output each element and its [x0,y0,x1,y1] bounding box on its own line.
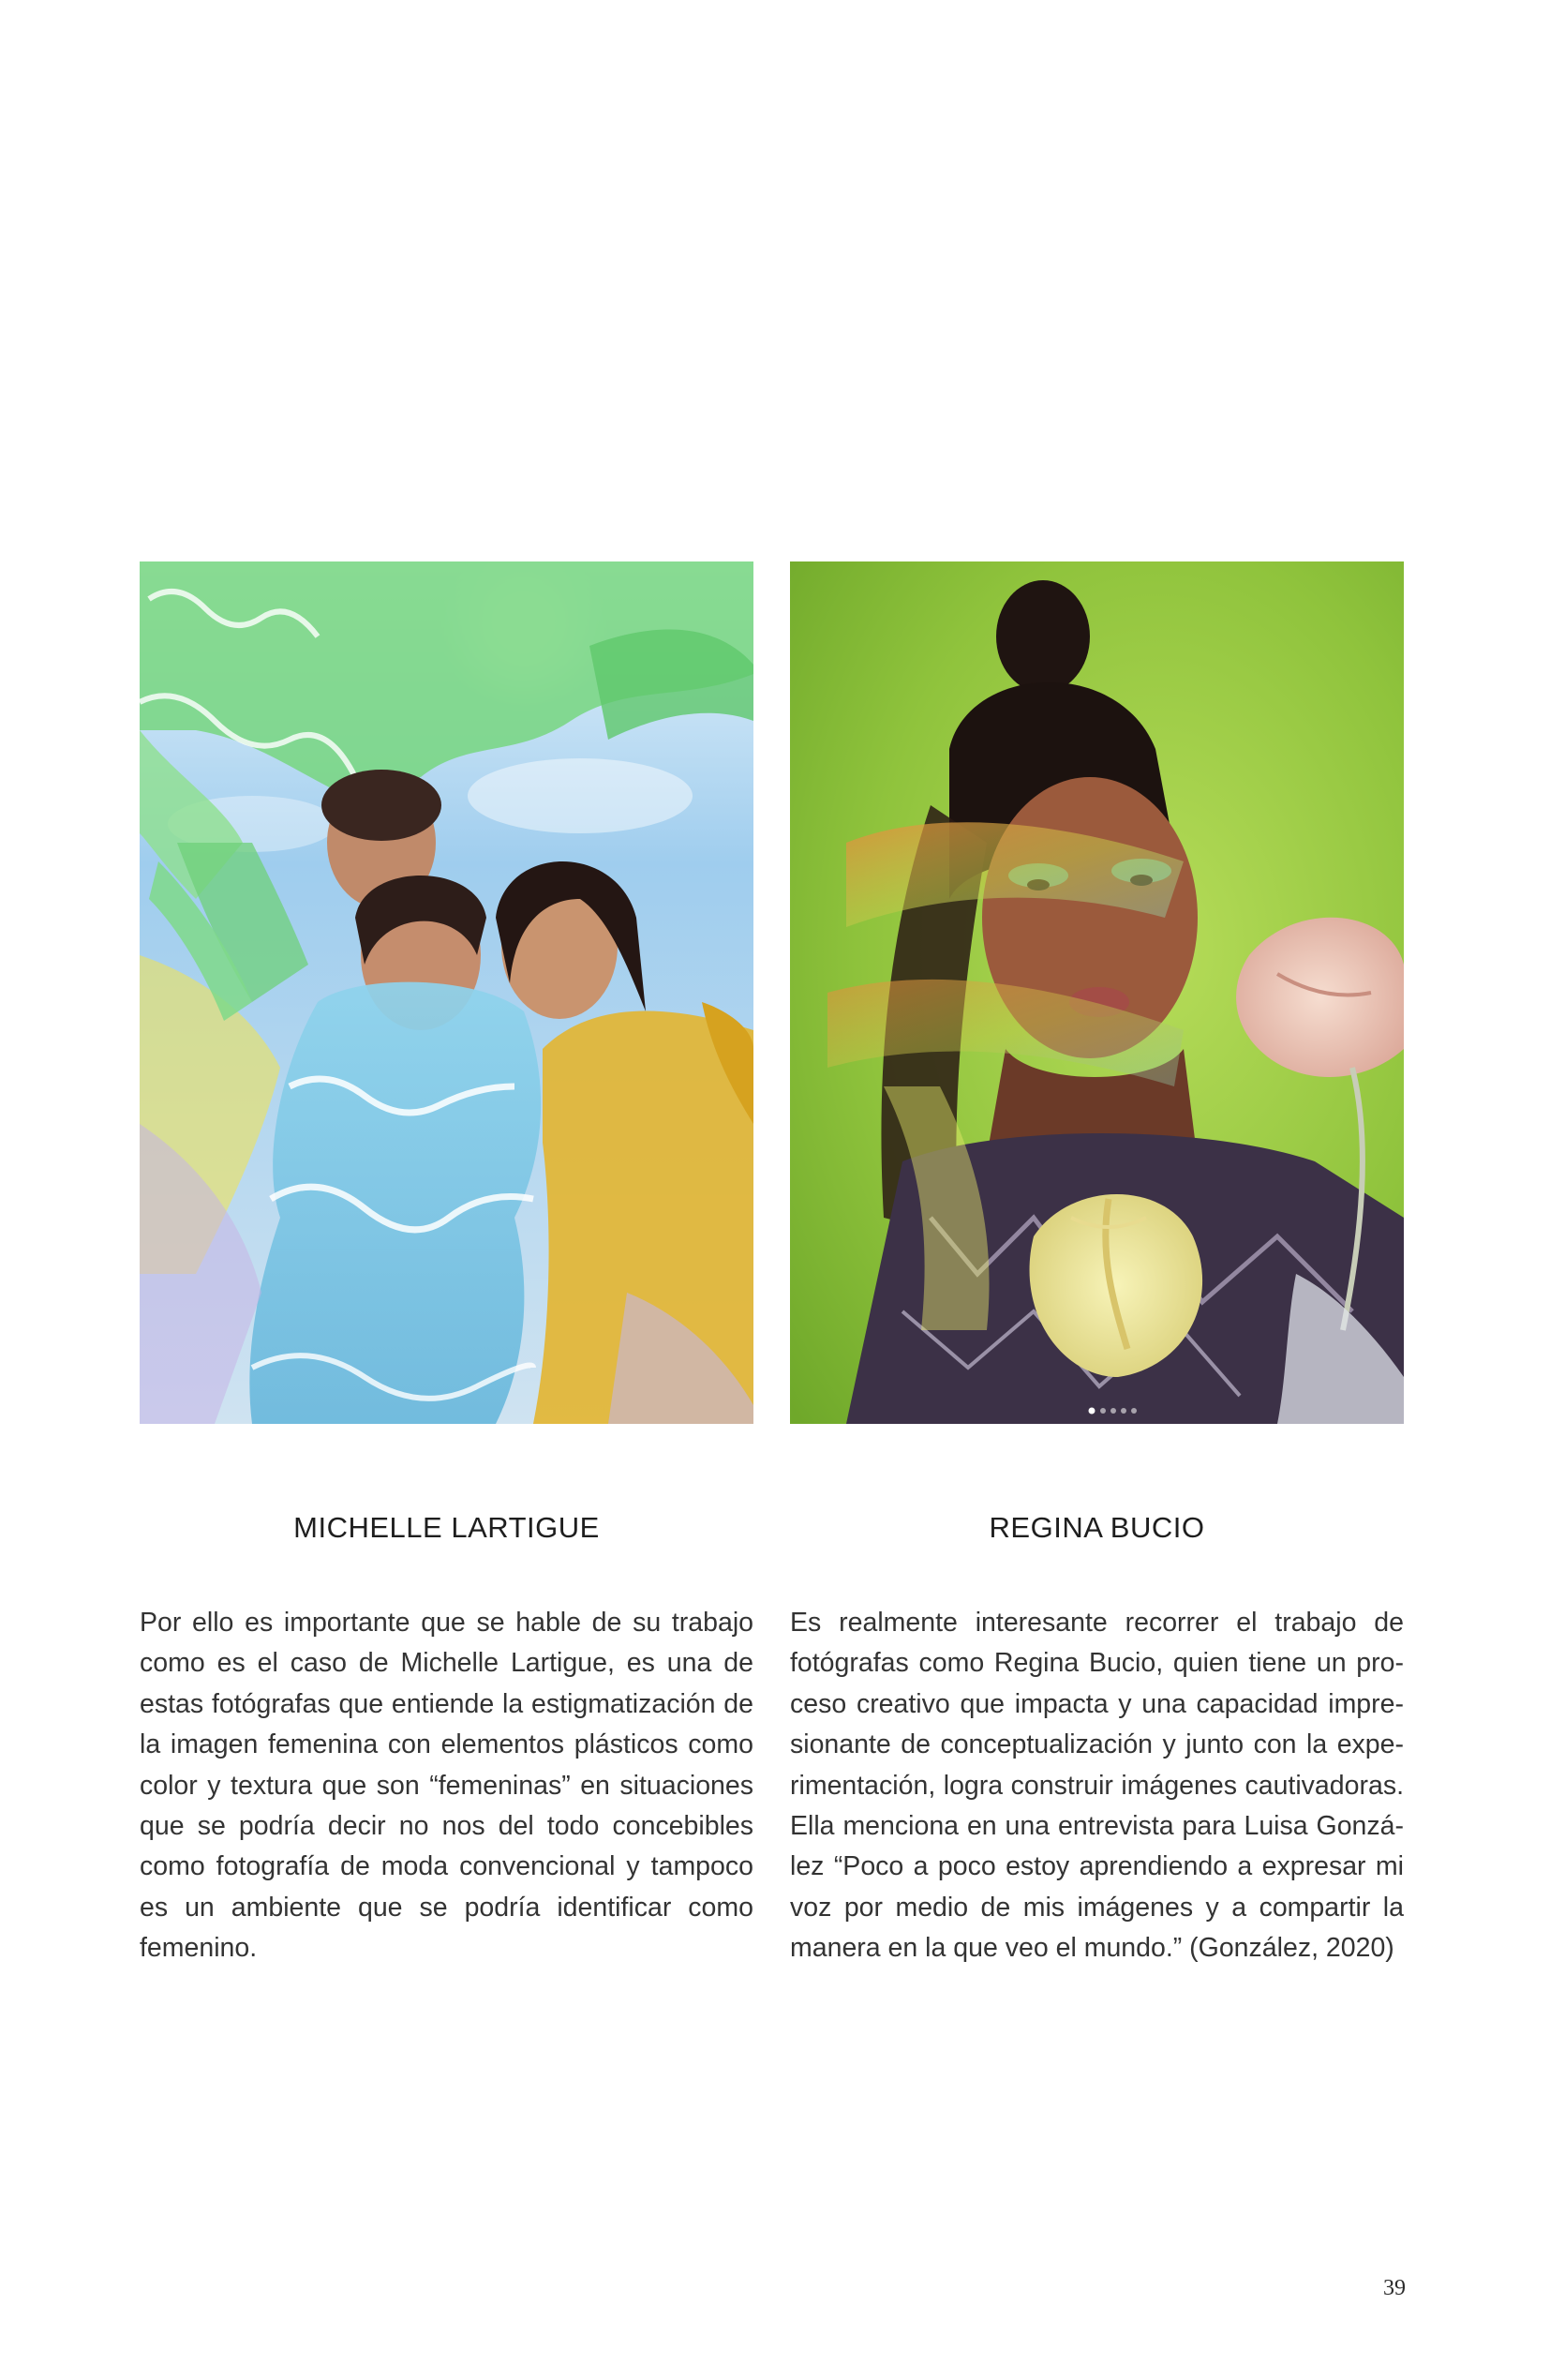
photographer-name-left: MICHELLE LARTIGUE [293,1511,600,1544]
body-text-right: Es realmente interesante recorrer el trabajo de fotógrafas como Regina Bucio, quien tiene un proceso creativo que impacta y una capacidad impresionante de conceptualización y junto con la experimentación, logra construir imágenes cautivadoras. Ella menciona en una entrevista para Luisa González “Poco a poco estoy aprendiendo a expresar mi voz por medio de mis imágenes y a compartir la manera en la que veo el mundo.” (González, 2020) [790,1608,1404,1964]
three-women-sky-photo [140,561,753,1424]
portrait-anthurium-photo [790,561,1404,1424]
body-text-left: Por ello es importante que se hable de su trabajo como es el caso de Michelle Lartigue, es una de estas fotógrafas que entiende la estigmatización de la imagen femenina con elementos plásticos como color y textura que son “femeninas” en situaciones que se podría decir no nos del todo concebibles como fotografía de moda convencional y tampoco es un ambiente que se podría identificar como femenino. [140,1608,753,1964]
page-number: 39 [1383,2276,1406,2300]
photographer-name-right: REGINA BUCIO [989,1511,1205,1544]
